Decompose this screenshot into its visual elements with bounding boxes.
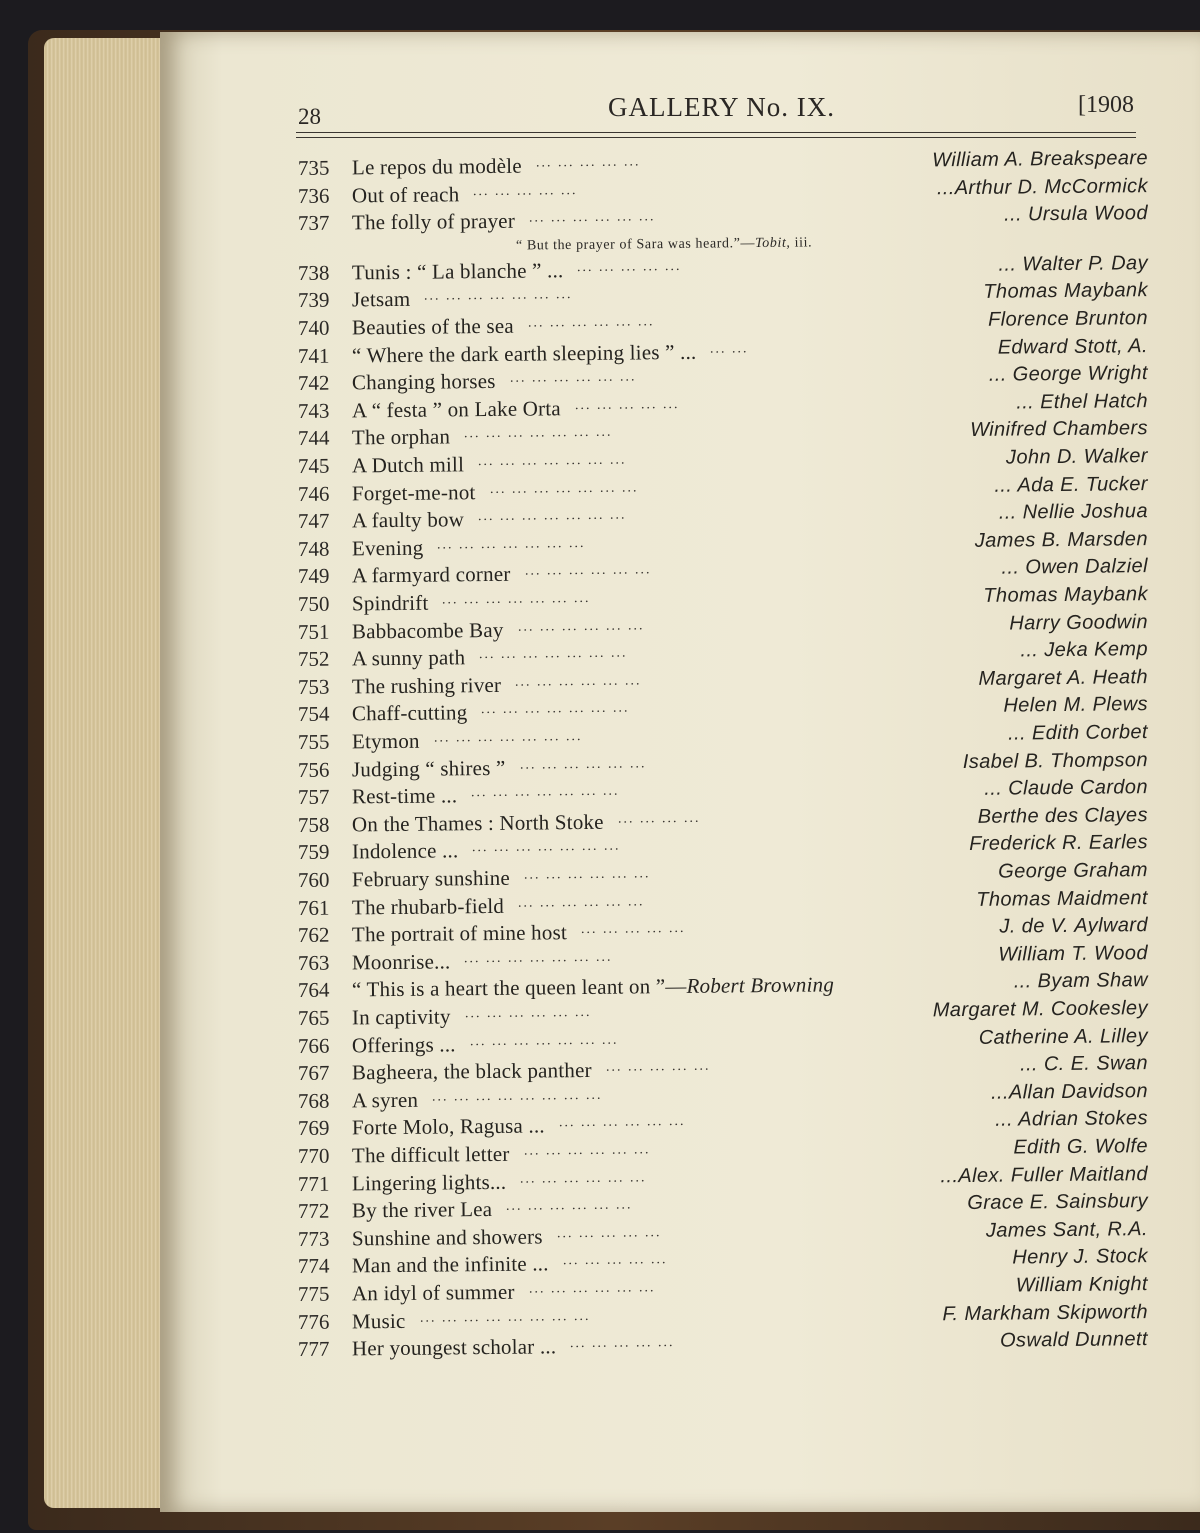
leader-dots: ... ... ... ... ... ... (509, 369, 637, 386)
entry-artist: William A. Breakspeare (932, 147, 1149, 172)
entry-number: 744 (297, 426, 330, 451)
leader-dots: ... ... ... ... ... ... (523, 866, 651, 883)
entry-artist: Isabel B. Thompson (962, 748, 1149, 773)
entry-title (352, 1197, 492, 1223)
entry-artist: Margaret M. Cookesley (932, 997, 1149, 1022)
entry-title (352, 1252, 549, 1279)
entry-artist: ... Edith Corbet (1008, 721, 1149, 745)
entry-title (352, 535, 424, 561)
entry-artist: ...Arthur D. McCormick (936, 174, 1149, 199)
entry-title-text: A farmyard corner (351, 562, 511, 588)
entry-title (352, 287, 411, 313)
entry-artist: ...Alex. Fuller Maitland (940, 1162, 1149, 1187)
leader-dots: ... ... ... ... ... ... ... (469, 1032, 619, 1049)
quote-text: “ But the prayer of Sara was heard.”— (515, 236, 756, 254)
entry-title-text: Sunshine and showers (351, 1224, 543, 1251)
entry-title (352, 562, 511, 589)
entry-title (352, 507, 464, 533)
leader-dots: ... ... ... ... ... ... (517, 893, 645, 911)
entry-artist: ... Walter P. Day (998, 251, 1149, 276)
entry-number: 760 (297, 867, 330, 892)
entry-artist: ... Ethel Hatch (1016, 389, 1149, 414)
entry-artist: ... Byam Shaw (1013, 969, 1149, 993)
entry-number: 763 (297, 950, 330, 975)
entry-title-text: The orphan (351, 424, 451, 450)
entry-title-text: Changing horses (351, 369, 496, 395)
entry-number: 767 (297, 1060, 330, 1086)
entry-title-text: In captivity (351, 1004, 451, 1030)
leader-dots: ... ... ... ... ... ... (519, 755, 647, 773)
leader-dots: ... ... ... ... ... ... ... (433, 729, 583, 746)
entry-title (352, 617, 504, 644)
entry-title (352, 314, 514, 341)
entry-number: 746 (297, 481, 330, 506)
entry-title-text: Her youngest scholar ... (351, 1334, 557, 1361)
entry-title-text: Beauties of the sea (351, 313, 514, 340)
entry-number: 743 (297, 398, 330, 423)
entry-title-text: A faulty bow (351, 507, 465, 533)
entry-title (352, 1088, 418, 1114)
entry-title-text: Music (351, 1308, 406, 1334)
leader-dots: ... ... ... ... ... ... (464, 1004, 592, 1022)
entry-number: 751 (297, 619, 330, 644)
entry-artist: Florence Brunton (987, 307, 1149, 331)
page-number: 28 (298, 104, 321, 129)
entry-artist: James B. Marsden (974, 527, 1149, 552)
entry-title (352, 755, 506, 782)
leader-dots: ... ... ... ... ... ... ... (423, 287, 573, 305)
entry-title-text: Man and the infinite ... (351, 1251, 549, 1278)
entry-artist: Grace E. Sainsbury (967, 1190, 1149, 1215)
entry-number: 740 (297, 315, 330, 340)
entry-title-text: Offerings ... (351, 1031, 456, 1058)
entry-title (352, 1280, 515, 1307)
entry-title (352, 920, 567, 947)
leader-dots: ... ... ... ... ... ... (528, 209, 656, 226)
entry-title-text: The rushing river (351, 672, 502, 699)
entry-number: 774 (297, 1254, 330, 1279)
leader-dots: ... ... ... ... ... ... ... (463, 425, 613, 442)
entry-title-text: The rhubarb-field (351, 893, 505, 920)
entry-number: 736 (297, 183, 330, 208)
leader-dots: ... ... ... ... ... (535, 154, 641, 171)
leader-dots: ... ... ... ... ... ... ... (477, 507, 627, 525)
leader-dots: ... ... ... ... ... ... ... ... (419, 1308, 591, 1326)
leader-dots: ... ... ... ... ... ... ... (489, 480, 639, 497)
entry-title-text: An idyl of summer (351, 1279, 515, 1306)
entry-number: 773 (297, 1226, 330, 1251)
entry-title (352, 973, 834, 1003)
year: [1908 (1078, 92, 1134, 118)
entry-title (352, 154, 522, 181)
leader-dots: ... ... ... ... ... ... ... (478, 645, 628, 663)
entry-title (352, 425, 450, 451)
entry-title (352, 673, 501, 700)
leader-dots: ... ... ... ... ... ... ... (471, 839, 621, 856)
entry-artist: Helen M. Plews (1003, 693, 1149, 718)
entry-title-text: Forget-me-not (351, 479, 476, 506)
entry-number: 770 (297, 1143, 330, 1168)
entry-title (352, 729, 420, 755)
entry-artist: Margaret A. Heath (978, 665, 1149, 690)
leader-dots: ... ... ... ... ... ... ... ... (431, 1087, 603, 1105)
entry-number: 752 (297, 646, 330, 672)
entry-title (352, 784, 458, 810)
entry-title-text: “ This is a heart the queen leant on ”— (351, 974, 687, 1002)
entry-title-text: A “ festa ” on Lake Orta (351, 396, 561, 423)
leader-dots: ... ... ... ... ... ... ... (441, 590, 591, 608)
leader-dots: ... ... ... ... ... ... (514, 673, 642, 690)
entry-title-text: Bagheera, the black panther (351, 1058, 592, 1085)
entry-number: 769 (297, 1116, 330, 1141)
entry-number: 776 (297, 1309, 330, 1334)
entry-title (352, 1114, 545, 1141)
entry-number: 747 (297, 508, 330, 534)
leader-dots: ... ... ... ... ... ... (519, 1169, 647, 1187)
leader-dots: ... ... ... ... ... ... ... (477, 452, 627, 470)
entry-title-text: A syren (351, 1087, 419, 1113)
entry-artist: Oswald Dunnett (999, 1328, 1149, 1352)
entry-title-text: “ Where the dark earth sleeping lies ” ... (351, 339, 697, 368)
entry-title-text: Indolence ... (351, 838, 459, 864)
entry-artist: Edward Stott, A. (997, 334, 1149, 359)
entry-number: 764 (297, 978, 330, 1003)
entry-title (352, 893, 504, 920)
entry-artist: George Graham (998, 859, 1149, 883)
entry-number: 737 (297, 210, 330, 236)
leader-dots: ... ... (709, 340, 749, 357)
leader-dots: ... ... ... ... ... (576, 258, 682, 275)
entry-artist: ... Owen Dalziel (1001, 555, 1149, 580)
entry-title-text: Moonrise... (351, 949, 451, 975)
leader-dots: ... ... ... ... ... (556, 1224, 662, 1242)
entry-number: 772 (297, 1198, 330, 1224)
entry-title-text: Lingering lights... (351, 1169, 507, 1196)
leader-dots: ... ... ... ... ... ... (523, 1142, 651, 1159)
leader-dots: ... ... ... ... ... ... (505, 1197, 633, 1215)
entry-title-text: Evening (351, 535, 424, 561)
entry-title (352, 1169, 507, 1196)
quote-source: Tobit, (755, 235, 791, 252)
entry-artist: Thomas Maidment (976, 886, 1149, 911)
entry-title (352, 1334, 557, 1361)
entry-number: 749 (297, 564, 330, 589)
entry-number: 777 (297, 1336, 330, 1362)
entry-artist: Frederick R. Earles (969, 831, 1149, 856)
entry-title-text: Babbacombe Bay (351, 617, 504, 644)
leader-dots: ... ... ... ... (617, 810, 701, 827)
entry-artist: Edith G. Wolfe (1013, 1135, 1149, 1159)
entry-title (352, 339, 697, 368)
entry-title (352, 1004, 451, 1030)
entry-artist: ... Adrian Stokes (995, 1107, 1149, 1132)
entry-title (352, 1142, 510, 1169)
entry-number: 745 (297, 453, 330, 478)
entry-title-text: On the Thames : North Stoke (351, 809, 604, 837)
entry-number: 738 (297, 260, 330, 285)
entry-title-text: By the river Lea (351, 1197, 493, 1223)
entry-title (352, 396, 561, 423)
entry-artist: ... Nellie Joshua (998, 500, 1149, 524)
entry-artist: J. de V. Aylward (999, 914, 1149, 938)
leader-dots: ... ... ... ... ... (562, 1252, 668, 1269)
entry-title (352, 1032, 456, 1058)
entry-number: 755 (297, 729, 330, 754)
entry-artist: ... Claude Cardon (984, 776, 1149, 800)
leader-dots: ... ... ... ... ... (472, 182, 578, 199)
entry-number: 757 (297, 784, 330, 810)
entry-title (352, 1308, 406, 1334)
entry-title-text: Spindrift (351, 590, 429, 616)
entry-artist: Thomas Maybank (983, 583, 1149, 607)
entry-number: 766 (297, 1033, 330, 1058)
entry-artist: Harry Goodwin (1009, 610, 1149, 635)
entry-artist: James Sant, R.A. (985, 1217, 1149, 1242)
leader-dots: ... ... ... ... ... ... ... (463, 949, 613, 967)
entry-artist: Thomas Maybank (983, 279, 1149, 304)
entry-title-text: Chaff-cutting (351, 700, 468, 726)
entry-artist: William T. Wood (998, 941, 1149, 966)
entry-title (352, 591, 429, 617)
entry-title-text: A sunny path (351, 645, 466, 671)
entry-title (352, 949, 451, 975)
leader-dots: ... ... ... ... ... ... (528, 1280, 656, 1297)
entry-artist: ... Ursula Wood (1003, 202, 1149, 226)
entry-number: 742 (297, 370, 330, 396)
leader-dots: ... ... ... ... ... (574, 396, 680, 413)
entry-number: 765 (297, 1005, 330, 1030)
entry-title (352, 1058, 592, 1086)
leader-dots: ... ... ... ... ... ... ... (470, 783, 620, 801)
entry-title (352, 701, 468, 727)
entry-artist: ... Ada E. Tucker (994, 472, 1149, 497)
entry-title-text: The difficult letter (351, 1141, 510, 1168)
gallery-title: GALLERY No. IX. (608, 92, 835, 122)
entry-number: 754 (297, 702, 330, 727)
entry-artist: ... George Wright (988, 362, 1149, 386)
entry-title-text: The folly of prayer (351, 208, 516, 235)
entry-number: 741 (297, 343, 330, 368)
entry-title (352, 810, 604, 838)
entry-title-text: Le repos du modèle (351, 153, 522, 180)
leader-dots: ... ... ... ... ... ... (558, 1114, 686, 1131)
entry-number: 771 (297, 1171, 330, 1196)
leader-dots: ... ... ... ... ... (580, 921, 686, 938)
entry-title-text: Rest-time ... (351, 783, 458, 809)
entry-title-text: Tunis : “ La blanche ” ... (351, 258, 564, 285)
entry-number: 735 (297, 155, 330, 180)
entry-number: 761 (297, 895, 330, 920)
entry-artist: F. Markham Skipworth (942, 1300, 1149, 1325)
entry-title-text: A Dutch mill (351, 452, 465, 478)
entry-title (352, 480, 476, 506)
entry-number: 756 (297, 757, 330, 782)
leader-dots: ... ... ... ... ... ... ... (480, 700, 630, 718)
entry-title-text: The portrait of mine host (351, 920, 568, 947)
entry-title (352, 258, 564, 285)
leader-dots: ... ... ... ... ... (605, 1058, 711, 1075)
entry-title (352, 645, 466, 671)
entry-number: 753 (297, 674, 330, 699)
entry-number: 762 (297, 922, 330, 948)
entry-title-text: February sunshine (351, 865, 511, 892)
entry-number: 768 (297, 1088, 330, 1113)
entry-artist: Catherine A. Lilley (978, 1024, 1149, 1049)
entry-number: 759 (297, 840, 330, 865)
leader-dots: ... ... ... ... ... ... (527, 314, 655, 331)
entry-title (352, 452, 464, 478)
entry-title-text: Etymon (351, 728, 420, 754)
entry-title-attribution: Robert Browning (686, 972, 835, 999)
entry-title (352, 209, 515, 236)
entry-title-text: Judging “ shires ” (351, 755, 506, 782)
entry-artist: Berthe des Clayes (977, 803, 1149, 828)
quote-ref: iii. (790, 235, 813, 251)
entry-title (352, 866, 510, 893)
entry-title-text: Forte Molo, Ragusa ... (351, 1113, 545, 1140)
entry-number: 739 (297, 288, 330, 313)
entry-number: 748 (297, 536, 330, 561)
entry-title (352, 839, 459, 865)
entry-title (352, 182, 460, 208)
entry-title-text: Jetsam (351, 287, 411, 312)
entry-artist: ... Jeka Kemp (1020, 638, 1149, 662)
entry-artist: William Knight (1015, 1273, 1149, 1297)
entry-number: 758 (297, 812, 330, 837)
leader-dots: ... ... ... ... ... ... (517, 617, 645, 635)
entry-number: 775 (297, 1281, 330, 1306)
entry-artist: Winifred Chambers (970, 417, 1149, 442)
leader-dots: ... ... ... ... ... ... (524, 562, 652, 580)
entry-artist: John D. Walker (1005, 445, 1149, 469)
entry-artist: ...Allan Davidson (990, 1079, 1149, 1104)
entry-title-text: Out of reach (351, 181, 460, 208)
entry-title (352, 1224, 543, 1251)
leader-dots: ... ... ... ... ... (569, 1335, 675, 1352)
entry-number: 750 (297, 591, 330, 616)
leader-dots: ... ... ... ... ... ... ... (436, 535, 586, 553)
entry-artist: Henry J. Stock (1012, 1245, 1149, 1269)
entry-artist: ... C. E. Swan (1019, 1052, 1149, 1076)
entry-title (352, 369, 496, 396)
